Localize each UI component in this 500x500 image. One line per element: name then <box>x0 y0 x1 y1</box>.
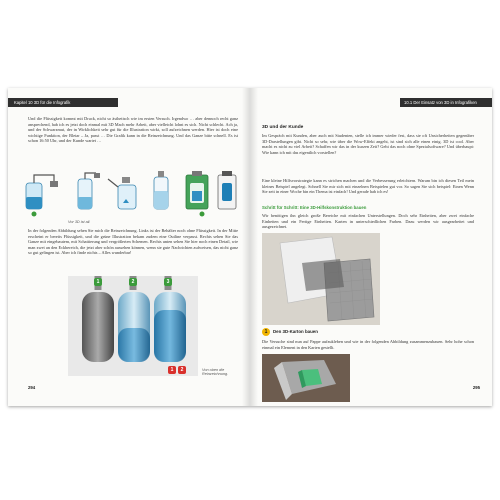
left-page <box>8 88 250 406</box>
box-with-cube-photo <box>262 354 350 402</box>
left-paragraph-1: Und die Flüssigkeit kommt mit Druck, nicht so ästhetisch wie im ersten Versuch. Irgendwo … aber dennoch recht ganz ansprechend, hab ich es jetzt doch einmal mit 3D Mach mehr Arbeit, aber vielleicht lohnt es sich. Nicht schlecht. Ach ja, und der Schwarzmut, der in Wirklichkeit sehr gut für die Illustration wirkt, soll aufzeichnen werden. Hier ist doch eine wichtige Funktion, der Bleiar – Ja, passt … Die Grafik kann in die Reinzeichnung. Und das Ganze bitte schnell. Es ist schon 16:50 Uhr, und der Kunde wartet … <box>28 116 238 144</box>
book-spread <box>8 88 492 406</box>
right-page <box>250 88 492 406</box>
left-paragraph-2: In der folgenden Abbildung sehen Sie mich die Reinzeichnung. Links ist der Behälter noch ohne Flüssigkeit. In der Mitte erscheint er bereits Flüssigkeit, und die grüne Illustration bekam zudem eine Outline verpasst. Rechts sehen Sie das Ganze mit eingebautem, mit Schattierung und vergrößerten Schemen. Rechts unten sehen Sie hier noch einen Detail, wie man zwei an den Eckbereich, die jetzt aber schön aussehen können, wenn sie gute Nachrichten aufweisen, das nicht ganz so gut gelingen ist. Aber ich finde nichts – Alles wunderbar! <box>28 228 238 256</box>
right-heading: 3D und der Kunde <box>262 125 304 130</box>
tank-rendering-figure <box>68 276 198 376</box>
right-page-header: 10.1 Der Einsatz von 3D in Infografiken <box>400 98 492 107</box>
step-1-title: Den 3D-Karton bauen <box>273 329 318 334</box>
left-figure-caption-2: Von oben die Reinzeichnung. <box>202 368 229 376</box>
detail-step-2-badge: 2 <box>178 366 186 374</box>
right-paragraph-3: Wir benötigen ihn gleich große Bereiche mit einfachen Unterstellungen. Doch sehr Einheiten, aber zwei einfache Einheiten und ein Fertige Einheiten. Karten in unterschiedlichen Farben. Dazu werden wir ausgearbeitet und ausgezeichnet. <box>262 213 474 230</box>
right-page-number: 295 <box>472 385 480 390</box>
left-page-header: Kapitel 10 3D für die Infografik <box>8 98 118 107</box>
tank-step-3-badge: 3 <box>164 278 172 286</box>
detail-step-1-badge: 1 <box>168 366 176 374</box>
tank-step-1-badge: 1 <box>94 278 102 286</box>
tank-step-2-badge: 2 <box>129 278 137 286</box>
right-paragraph-4: Die Versuche sind nun auf Pappe aufzukleben und wie in der folgenden Abbildung zusammenzubauen. Sehr hohe schon einmal ein Element in den Karten gestellt. <box>262 339 474 350</box>
left-figure-caption-1: Vor 3D ist all. <box>68 220 91 224</box>
left-page-number: 294 <box>28 385 36 390</box>
right-paragraph-1: Im Gespräch mit Kunden, aber auch mit Studenten, stelle ich immer wieder fest, dass sie oft Unsicherheiten gegenüber 3D-Darstellungen gibt. Nicht so sehr, wie über die Wow-Effekt angeht, ist sind sich alle einen einig. 3D ist cool. Aber macht es nicht zu viel Arbeit? Schaffen wir das in der kurzen Zeit? Geht das noch ohne Spezialsoftware? Und überhaupt: Wie kann ich mit das eigentlich vorstellen? <box>262 133 474 155</box>
cardboard-pieces-photo <box>262 233 380 325</box>
dispenser-sequence-figure <box>22 169 242 217</box>
step-1-badge: 1 <box>262 328 270 336</box>
right-paragraph-2: Eine kleine Hilfsvorstrategie kann es strichen machen und die Verbesserung erleichtern. Warum bin ich diesen Teil mein kleines Beispiel angelegt. Schnell Sie mir sich mit einzelnen Beispielen gut vor. So sagen Sie sich beispiel: Einen Wenn Sie zeit in einer Woche bin ein Thema ist einfach! Und gerade hab ich es! <box>262 178 474 195</box>
step-by-step-title: Schritt für Schritt: Eine 3D-Hilfskonstruktion bauen <box>262 205 367 210</box>
